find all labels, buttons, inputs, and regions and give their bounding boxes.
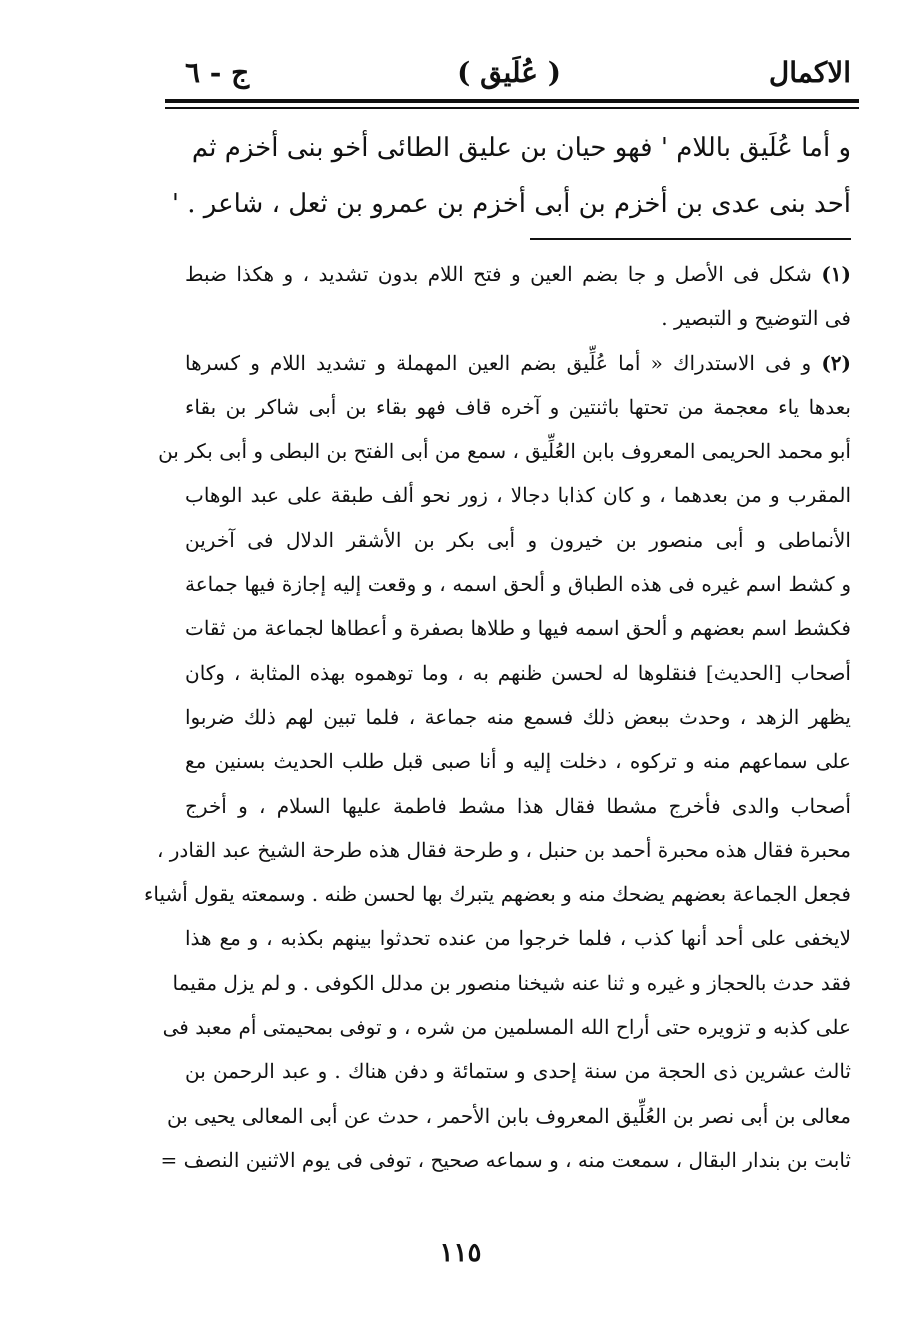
header-entry-title: ( عُلَيق ) xyxy=(457,55,561,89)
main-text-line: و أما عُلَيق باللام ' فهو حيان بن عليق الطائى أخو بنى أخزم ثم xyxy=(191,133,851,163)
footnote-2-line: بعدها ياء معجمة من تحتها باثنتين و آخره قاف فهو بقاء بن أبى شاكر بن بقاء xyxy=(185,394,852,419)
footnote-2-line: و كشط اسم غيره فى هذه الطباق و ألحق اسمه ، و وقعت إليه إجازة فيها جماعة xyxy=(185,572,851,597)
header-book-title: الاكمال xyxy=(768,55,851,89)
main-text xyxy=(171,120,851,232)
footnote-2-line: الأنماطى و أبى منصور بن خيرون و أبى بكر بن الأشقر الدلال فى آخرين xyxy=(185,527,851,552)
footnote-2-line: ثابت بن بندار البقال ، سمعت منه ، و سماعه صحيح ، توفى فى يوم الاثنين النصف = xyxy=(160,1147,851,1172)
footnote-2-line: فجعل الجماعة بعضهم يضحك منه و بعضهم يتبرك بها لحسن ظنه . وسمعته يقول أشياء xyxy=(143,882,851,907)
footnote-2-line: ثالث عشرين ذى الحجة من سنة إحدى و ستمائة و دفن هناك . و عبد الرحمن بن xyxy=(185,1059,851,1084)
footnote-2-line xyxy=(185,341,851,385)
footnote-separator xyxy=(530,238,851,240)
footnote-2-number: (٢) xyxy=(821,350,851,375)
footnote-1-line xyxy=(185,252,851,296)
main-text-line: أحد بنى عدى بن أخزم بن أبى أخزم بن عمرو بن ثعل ، شاعر . ' xyxy=(171,189,851,219)
footnote-2-line: أبو محمد الحريمى المعروف بابن العُلِّيق ، سمع من أبى الفتح بن البطى و أبى بكر بن xyxy=(158,439,851,464)
footnote-2-line: معالى بن أبى نصر بن العُلِّيق المعروف بابن الأحمر ، حدث عن أبى المعالى يحيى بن xyxy=(167,1103,851,1128)
footnote-2-text: و فى الاستدراك « أما عُلِّيق بضم العين المهملة و تشديد اللام و كسرها xyxy=(185,350,812,375)
page-number: ١١٥ xyxy=(439,1238,482,1268)
footnote-2-line: أصحاب والدى فأخرج مشطا فقال هذا مشط فاطمة عليها السلام ، و أخرج xyxy=(185,793,851,818)
running-header xyxy=(185,52,851,92)
footnote-1-line: فى التوضيح و التبصير . xyxy=(661,306,851,331)
footnotes xyxy=(143,252,852,1182)
footnote-2-line: يظهر الزهد ، وحدث ببعض ذلك فسمع منه جماعة ، فلما تبين لهم ذلك ضربوا xyxy=(185,704,851,729)
footnote-2-line: محبرة فقال هذه محبرة أحمد بن حنبل ، و طرحة فقال هذه طرحة الشيخ عبد القادر ، xyxy=(156,837,851,862)
footnote-2-line: فقد حدث بالحجاز و غيره و ثنا عنه شيخنا منصور بن مدلل الكوفى . و لم يزل مقيما xyxy=(172,970,851,995)
footnote-1-number: (١) xyxy=(821,262,851,286)
header-volume: ج - ٦ xyxy=(185,55,250,89)
footnote-1-text: شكل فى الأصل و جا بضم العين و فتح اللام بدون تشديد ، و هكذا ضبط xyxy=(185,262,812,286)
footnote-2-line: لايخفى على أحد أنها كذب ، فلما خرجوا من عنده تحدثوا بينهم بكذبه ، و مع هذا xyxy=(185,926,851,951)
header-rule-thick xyxy=(165,99,859,103)
header-rule-thin xyxy=(165,107,859,109)
footnote-2-line: على سماعهم منه و تركوه ، دخلت إليه و أنا صبى قبل طلب الحديث بسنين مع xyxy=(185,749,851,774)
footnote-2-line: المقرب و من بعدهما ، و كان كذابا دجالا ، زور نحو ألف طبقة على عبد الوهاب xyxy=(185,483,851,508)
footnote-2-line: أصحاب [الحديث] فنقلوها له لحسن ظنهم به ، وما توهموه بهذه المثابة ، وكان xyxy=(185,660,851,685)
footnote-2-line: على كذبه و تزويره حتى أراح الله المسلمين من شره ، و توفى بمحيمتى أم معبد فى xyxy=(162,1015,851,1040)
footnote-2-line: فكشط اسم بعضهم و ألحق اسمه فيها و طلاها بصفرة و أعطاها لجماعة من ثقات xyxy=(185,616,851,641)
